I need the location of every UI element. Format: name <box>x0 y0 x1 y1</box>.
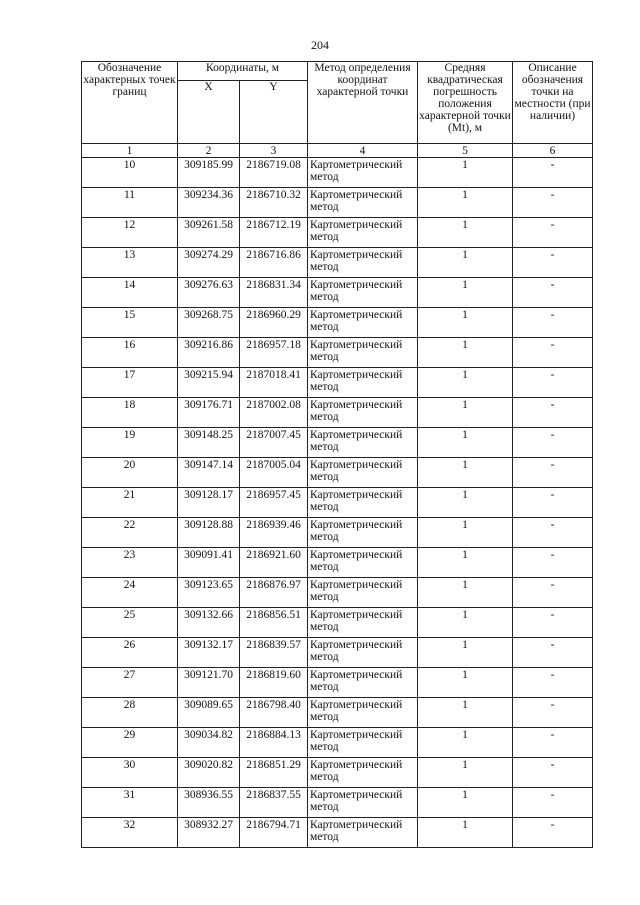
point-number-cell: 28 <box>82 698 178 728</box>
y-coordinate-cell: 2186798.40 <box>240 698 308 728</box>
description-cell: - <box>513 458 593 488</box>
point-number-cell: 11 <box>82 188 178 218</box>
y-coordinate-cell: 2186856.51 <box>240 608 308 638</box>
description-cell: - <box>513 248 593 278</box>
y-coordinate-cell: 2186712.19 <box>240 218 308 248</box>
y-coordinate-cell: 2186884.13 <box>240 728 308 758</box>
description-cell: - <box>513 368 593 398</box>
error-cell: 1 <box>418 728 513 758</box>
header-point-designation: Обозначение характерных точек границ <box>82 62 178 144</box>
y-coordinate-cell: 2187018.41 <box>240 368 308 398</box>
table-row <box>82 578 593 608</box>
error-cell: 1 <box>418 158 513 188</box>
table-row <box>82 488 593 518</box>
method-line-1: Картометрический <box>310 339 403 351</box>
method-line-1: Картометрический <box>310 219 403 231</box>
method-cell <box>308 218 418 248</box>
x-coordinate-cell: 309132.66 <box>178 608 240 638</box>
point-number-cell: 26 <box>82 638 178 668</box>
table-row <box>82 248 593 278</box>
method-cell <box>308 248 418 278</box>
description-cell: - <box>513 308 593 338</box>
y-coordinate-cell: 2187002.08 <box>240 398 308 428</box>
method-cell <box>308 338 418 368</box>
method-cell <box>308 578 418 608</box>
error-cell: 1 <box>418 608 513 638</box>
method-cell <box>308 368 418 398</box>
method-cell <box>308 548 418 578</box>
method-cell <box>308 758 418 788</box>
method-line-2: метод <box>310 831 339 843</box>
x-coordinate-cell: 309121.70 <box>178 668 240 698</box>
description-cell: - <box>513 638 593 668</box>
column-number: 3 <box>240 144 308 158</box>
y-coordinate-cell: 2186957.18 <box>240 338 308 368</box>
header-method: Метод определения координат характерной точки <box>308 62 418 144</box>
method-line-1: Картометрический <box>310 489 403 501</box>
point-number-cell: 15 <box>82 308 178 338</box>
method-cell <box>308 278 418 308</box>
point-number-cell: 27 <box>82 668 178 698</box>
y-coordinate-cell: 2186831.34 <box>240 278 308 308</box>
method-line-2: метод <box>310 531 339 543</box>
table-row <box>82 278 593 308</box>
table-row <box>82 458 593 488</box>
method-line-2: метод <box>310 291 339 303</box>
x-coordinate-cell: 309234.36 <box>178 188 240 218</box>
column-number: 1 <box>82 144 178 158</box>
description-cell: - <box>513 188 593 218</box>
method-line-2: метод <box>310 561 339 573</box>
table-row <box>82 788 593 818</box>
y-coordinate-cell: 2186839.57 <box>240 638 308 668</box>
method-line-2: метод <box>310 681 339 693</box>
x-coordinate-cell: 309274.29 <box>178 248 240 278</box>
method-cell <box>308 398 418 428</box>
table-row <box>82 608 593 638</box>
error-cell: 1 <box>418 188 513 218</box>
point-number-cell: 23 <box>82 548 178 578</box>
point-number-cell: 12 <box>82 218 178 248</box>
table-row <box>82 338 593 368</box>
table-row <box>82 308 593 338</box>
method-line-1: Картометрический <box>310 399 403 411</box>
coordinates-table <box>81 61 593 848</box>
page-number: 204 <box>311 38 329 52</box>
method-line-1: Картометрический <box>310 699 403 711</box>
point-number-cell: 24 <box>82 578 178 608</box>
description-cell: - <box>513 728 593 758</box>
description-cell: - <box>513 338 593 368</box>
error-cell: 1 <box>418 458 513 488</box>
description-cell: - <box>513 488 593 518</box>
x-coordinate-cell: 309089.65 <box>178 698 240 728</box>
y-coordinate-cell: 2186851.29 <box>240 758 308 788</box>
error-cell: 1 <box>418 398 513 428</box>
header-error: Средняя квадратическая погрешность положения характерной точки (Mt), м <box>418 62 513 144</box>
x-coordinate-cell: 309034.82 <box>178 728 240 758</box>
point-number-cell: 22 <box>82 518 178 548</box>
method-cell <box>308 488 418 518</box>
method-line-1: Картометрический <box>310 669 403 681</box>
y-coordinate-cell: 2186921.60 <box>240 548 308 578</box>
x-coordinate-cell: 309132.17 <box>178 638 240 668</box>
method-cell <box>308 608 418 638</box>
method-cell <box>308 458 418 488</box>
table-row <box>82 398 593 428</box>
point-number-cell: 25 <box>82 608 178 638</box>
method-line-2: метод <box>310 741 339 753</box>
method-cell <box>308 518 418 548</box>
x-coordinate-cell: 309261.58 <box>178 218 240 248</box>
method-cell <box>308 158 418 188</box>
method-line-1: Картометрический <box>310 309 403 321</box>
method-line-2: метод <box>310 201 339 213</box>
method-line-1: Картометрический <box>310 159 403 171</box>
point-number-cell: 21 <box>82 488 178 518</box>
method-cell <box>308 428 418 458</box>
method-line-2: метод <box>310 381 339 393</box>
header-description: Описание обозначения точки на местности (при наличии) <box>513 62 593 144</box>
method-line-1: Картометрический <box>310 819 403 831</box>
error-cell: 1 <box>418 668 513 698</box>
x-coordinate-cell: 309148.25 <box>178 428 240 458</box>
method-cell <box>308 638 418 668</box>
method-line-2: метод <box>310 501 339 513</box>
column-number: 2 <box>178 144 240 158</box>
table-row <box>82 368 593 398</box>
method-line-2: метод <box>310 471 339 483</box>
point-number-cell: 16 <box>82 338 178 368</box>
table-row <box>82 188 593 218</box>
method-line-1: Картометрический <box>310 579 403 591</box>
point-number-cell: 30 <box>82 758 178 788</box>
x-coordinate-cell: 309185.99 <box>178 158 240 188</box>
method-cell <box>308 728 418 758</box>
error-cell: 1 <box>418 248 513 278</box>
x-coordinate-cell: 309276.63 <box>178 278 240 308</box>
table-row <box>82 728 593 758</box>
x-coordinate-cell: 309216.86 <box>178 338 240 368</box>
method-line-1: Картометрический <box>310 759 403 771</box>
y-coordinate-cell: 2186719.08 <box>240 158 308 188</box>
description-cell: - <box>513 158 593 188</box>
point-number-cell: 14 <box>82 278 178 308</box>
error-cell: 1 <box>418 218 513 248</box>
method-line-2: метод <box>310 801 339 813</box>
method-line-1: Картометрический <box>310 729 403 741</box>
column-numbers-row <box>82 144 593 158</box>
description-cell: - <box>513 218 593 248</box>
error-cell: 1 <box>418 488 513 518</box>
table-body <box>82 158 593 848</box>
table-row <box>82 698 593 728</box>
point-number-cell: 20 <box>82 458 178 488</box>
error-cell: 1 <box>418 278 513 308</box>
y-coordinate-cell: 2186819.60 <box>240 668 308 698</box>
method-line-2: метод <box>310 231 339 243</box>
x-coordinate-cell: 309123.65 <box>178 578 240 608</box>
method-line-1: Картометрический <box>310 519 403 531</box>
header-y: Y <box>240 81 308 144</box>
y-coordinate-cell: 2187005.04 <box>240 458 308 488</box>
method-line-1: Картометрический <box>310 369 403 381</box>
description-cell: - <box>513 428 593 458</box>
method-line-2: метод <box>310 441 339 453</box>
error-cell: 1 <box>418 818 513 848</box>
error-cell: 1 <box>418 308 513 338</box>
x-coordinate-cell: 309176.71 <box>178 398 240 428</box>
method-line-2: метод <box>310 321 339 333</box>
y-coordinate-cell: 2186716.86 <box>240 248 308 278</box>
description-cell: - <box>513 608 593 638</box>
y-coordinate-cell: 2187007.45 <box>240 428 308 458</box>
header-coordinates: Координаты, м <box>178 62 308 81</box>
y-coordinate-cell: 2186939.46 <box>240 518 308 548</box>
method-line-1: Картометрический <box>310 549 403 561</box>
table-row <box>82 428 593 458</box>
x-coordinate-cell: 309091.41 <box>178 548 240 578</box>
method-cell <box>308 188 418 218</box>
method-cell <box>308 818 418 848</box>
method-line-2: метод <box>310 351 339 363</box>
description-cell: - <box>513 818 593 848</box>
description-cell: - <box>513 278 593 308</box>
error-cell: 1 <box>418 368 513 398</box>
y-coordinate-cell: 2186837.55 <box>240 788 308 818</box>
x-coordinate-cell: 309268.75 <box>178 308 240 338</box>
error-cell: 1 <box>418 518 513 548</box>
table-row <box>82 218 593 248</box>
y-coordinate-cell: 2186876.97 <box>240 578 308 608</box>
error-cell: 1 <box>418 758 513 788</box>
description-cell: - <box>513 698 593 728</box>
method-line-2: метод <box>310 261 339 273</box>
method-line-1: Картометрический <box>310 249 403 261</box>
description-cell: - <box>513 758 593 788</box>
table-row <box>82 668 593 698</box>
method-line-1: Картометрический <box>310 429 403 441</box>
description-cell: - <box>513 548 593 578</box>
method-line-2: метод <box>310 591 339 603</box>
error-cell: 1 <box>418 698 513 728</box>
description-cell: - <box>513 788 593 818</box>
y-coordinate-cell: 2186794.71 <box>240 818 308 848</box>
description-cell: - <box>513 578 593 608</box>
method-line-2: метод <box>310 711 339 723</box>
table-row <box>82 518 593 548</box>
point-number-cell: 17 <box>82 368 178 398</box>
method-line-2: метод <box>310 411 339 423</box>
method-line-1: Картометрический <box>310 609 403 621</box>
method-line-1: Картометрический <box>310 639 403 651</box>
error-cell: 1 <box>418 548 513 578</box>
method-line-1: Картометрический <box>310 189 403 201</box>
point-number-cell: 19 <box>82 428 178 458</box>
point-number-cell: 31 <box>82 788 178 818</box>
method-line-2: метод <box>310 651 339 663</box>
table-row <box>82 158 593 188</box>
column-number: 5 <box>418 144 513 158</box>
description-cell: - <box>513 398 593 428</box>
x-coordinate-cell: 308932.27 <box>178 818 240 848</box>
point-number-cell: 29 <box>82 728 178 758</box>
table-row <box>82 548 593 578</box>
method-cell <box>308 788 418 818</box>
x-coordinate-cell: 308936.55 <box>178 788 240 818</box>
table-row <box>82 638 593 668</box>
x-coordinate-cell: 309215.94 <box>178 368 240 398</box>
x-coordinate-cell: 309128.17 <box>178 488 240 518</box>
y-coordinate-cell: 2186960.29 <box>240 308 308 338</box>
column-number: 6 <box>513 144 593 158</box>
description-cell: - <box>513 668 593 698</box>
method-line-1: Картометрический <box>310 789 403 801</box>
point-number-cell: 32 <box>82 818 178 848</box>
description-cell: - <box>513 518 593 548</box>
error-cell: 1 <box>418 788 513 818</box>
method-cell <box>308 308 418 338</box>
x-coordinate-cell: 309147.14 <box>178 458 240 488</box>
point-number-cell: 10 <box>82 158 178 188</box>
method-cell <box>308 698 418 728</box>
method-line-2: метод <box>310 171 339 183</box>
x-coordinate-cell: 309020.82 <box>178 758 240 788</box>
error-cell: 1 <box>418 428 513 458</box>
table-row <box>82 758 593 788</box>
error-cell: 1 <box>418 578 513 608</box>
method-line-1: Картометрический <box>310 459 403 471</box>
header-x: X <box>178 81 240 144</box>
method-line-1: Картометрический <box>310 279 403 291</box>
column-number: 4 <box>308 144 418 158</box>
error-cell: 1 <box>418 638 513 668</box>
point-number-cell: 13 <box>82 248 178 278</box>
x-coordinate-cell: 309128.88 <box>178 518 240 548</box>
error-cell: 1 <box>418 338 513 368</box>
method-cell <box>308 668 418 698</box>
y-coordinate-cell: 2186710.32 <box>240 188 308 218</box>
table-row <box>82 818 593 848</box>
point-number-cell: 18 <box>82 398 178 428</box>
method-line-2: метод <box>310 771 339 783</box>
method-line-2: метод <box>310 621 339 633</box>
y-coordinate-cell: 2186957.45 <box>240 488 308 518</box>
